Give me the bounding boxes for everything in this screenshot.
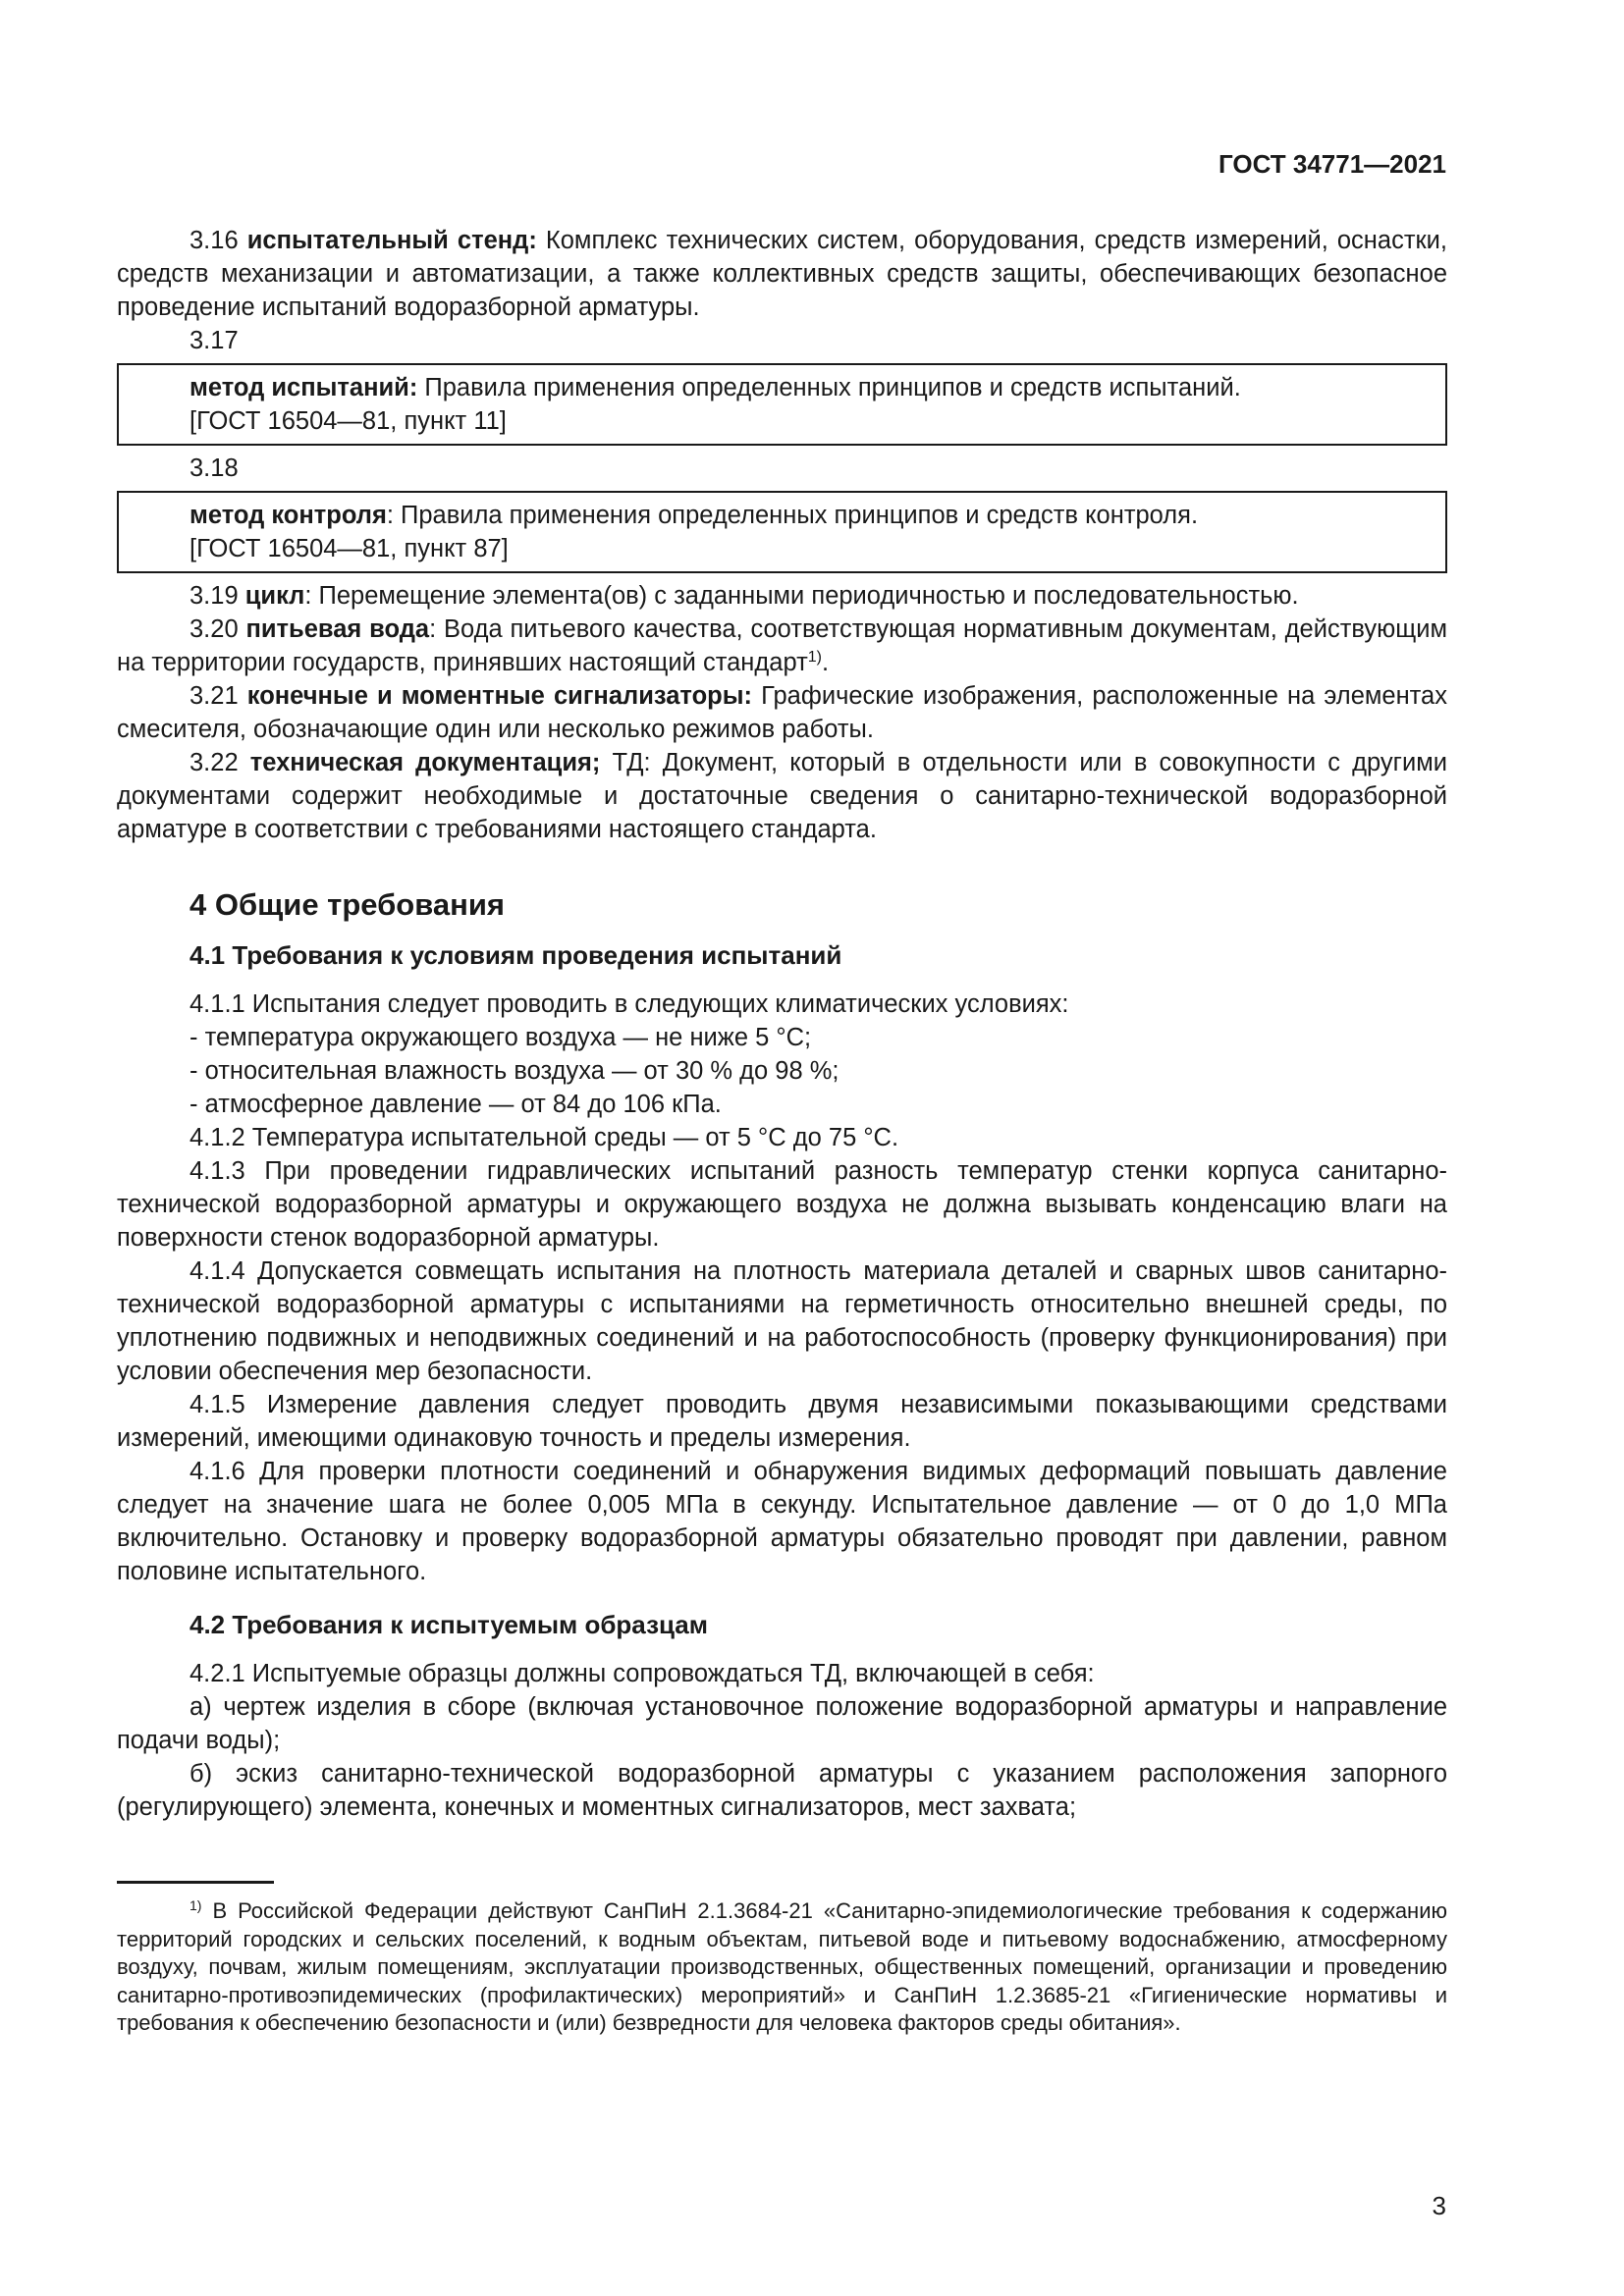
def-term: техническая документация;	[249, 749, 601, 776]
definition-3-18-text	[189, 499, 1428, 532]
definition-3-18-box	[117, 491, 1447, 573]
def-term: цикл	[244, 582, 305, 610]
def-text: Правила применения определенных принципов и средств испытаний.	[417, 374, 1241, 401]
footnote-text: В Российской Федерации действуют СанПиН 2.1.3684-21 «Санитарно-эпидемиологические требования к содержанию территорий городских и сельских поселений, к водным объектам, питьевой воде и питьевому водоснабжению, атмосферному воздуху, почвам, жилым помещениям, эксплуатации производственных, общественных помещений, организации и проведению санитарно-противоэпидемических (профилактических) мероприятий» и СанПиН 1.2.3685-21 «Гигиенические нормативы и требования к обеспечению безопасности и (или) безвредности для человека факторов среды обитания».	[117, 1898, 1447, 2035]
document-code-header: ГОСТ 34771—2021	[1218, 149, 1446, 179]
def-number: 3.19	[189, 582, 239, 610]
definition-3-18-number: 3.18	[189, 454, 239, 482]
def-term: метод контроля	[189, 502, 387, 529]
footnote-mark: 1)	[189, 1897, 202, 1913]
def-number: 3.22	[189, 749, 239, 776]
def-term: метод испытаний:	[189, 374, 418, 401]
list-item: - атмосферное давление — от 84 до 106 кПа.	[189, 1091, 722, 1118]
def-text: Комплекс технических систем, оборудования, средств измерений, оснастки, средств механизации и автоматизации, а также коллективных средств защиты, обеспечивающих безопасное проведение испытаний водоразборной арматуры.	[117, 227, 1447, 321]
def-number: 3.16	[189, 227, 239, 254]
list-item: - относительная влажность воздуха — от 30 % до 98 %;	[189, 1057, 839, 1085]
clause-4-1-6: 4.1.6 Для проверки плотности соединений и обнаружения видимых деформаций повышать давление следует на значение шага не более 0,005 МПа в секунду. Испытательное давление — от 0 до 1,0 МПа включительно. Остановку и проверку водоразборной арматуры обязательно проводят при давлении, равном половине испытательного.	[117, 1458, 1447, 1585]
subsection-4-2-heading: 4.2 Требования к испытуемым образцам	[189, 1610, 708, 1639]
def-text: Графические изображения, расположенные на элементах смесителя, обозначающие один или несколько режимов работы.	[117, 682, 1447, 743]
subsection-4-1-heading: 4.1 Требования к условиям проведения испытаний	[189, 940, 842, 970]
footnote-1	[117, 1897, 1447, 2038]
clause-4-1-1: 4.1.1 Испытания следует проводить в следующих климатических условиях:	[189, 990, 1069, 1018]
clause-4-2-1: 4.2.1 Испытуемые образцы должны сопровождаться ТД, включающей в себя:	[189, 1660, 1095, 1687]
def-term: конечные и моментные сигнализаторы:	[246, 682, 752, 710]
page-content	[117, 224, 1447, 1824]
def-text: ТД: Документ, который в отдельности или в совокупности с другими документами содержит необходимые и достаточные сведения о санитарно-технической водоразборной арматуре в соответствии с требованиями настоящего стандарта.	[117, 749, 1448, 843]
definition-3-17-number: 3.17	[189, 327, 239, 354]
def-number: 3.20	[189, 615, 239, 643]
clause-4-1-3: 4.1.3 При проведении гидравлических испытаний разность температур стенки корпуса санитарно-технической водоразборной арматуры и окружающего воздуха не должна вызывать конденсацию влаги на поверхности стенок водоразборной арматуры.	[117, 1157, 1447, 1252]
definition-3-20	[117, 613, 1447, 679]
section-4-heading: 4 Общие требования	[189, 887, 505, 922]
definition-3-19	[117, 579, 1447, 613]
footnote-separator	[117, 1881, 274, 1884]
definition-3-17-text	[189, 371, 1428, 404]
footnote-reference[interactable]: 1)	[807, 649, 822, 666]
clause-4-1-5: 4.1.5 Измерение давления следует проводить двумя независимыми показывающими средствами измерений, имеющими одинаковую точность и пределы измерения.	[117, 1391, 1447, 1452]
list-item: - температура окружающего воздуха — не ниже 5 °С;	[189, 1024, 812, 1051]
definition-3-22	[117, 746, 1447, 846]
def-text-tail: .	[822, 649, 830, 676]
clause-4-1-2: 4.1.2 Температура испытательной среды — от 5 °С до 75 °С.	[189, 1124, 899, 1151]
definition-3-17-box	[117, 363, 1447, 446]
definition-3-17-reference: [ГОСТ 16504—81, пункт 11]	[189, 407, 507, 435]
def-text: : Вода питьевого качества, соответствующая нормативным документам, действующим на территории государств, принявших настоящий стандарт	[117, 615, 1448, 676]
footnotes	[117, 1881, 1447, 2038]
def-term: питьевая вода	[245, 615, 430, 643]
clause-4-2-1-a: а) чертеж изделия в сборе (включая установочное положение водоразборной арматуры и направление подачи воды);	[117, 1693, 1447, 1754]
def-text: : Правила применения определенных принципов и средств контроля.	[386, 502, 1199, 529]
def-text: : Перемещение элемента(ов) с заданными периодичностью и последовательностью.	[304, 582, 1299, 610]
def-term: испытательный стенд:	[246, 227, 537, 254]
definition-3-16	[117, 224, 1447, 324]
clause-4-1-4: 4.1.4 Допускается совмещать испытания на плотность материала деталей и сварных швов санитарно-технической водоразборной арматуры с испытаниями на герметичность относительно внешней среды, по уплотнению подвижных и неподвижных соединений и на работоспособность (проверку функционирования) при условии обеспечения мер безопасности.	[117, 1257, 1447, 1385]
page-number: 3	[1432, 2191, 1446, 2220]
definition-3-18-reference: [ГОСТ 16504—81, пункт 87]	[189, 535, 509, 562]
definition-3-21	[117, 679, 1447, 746]
def-number: 3.21	[189, 682, 239, 710]
clause-4-2-1-b: б) эскиз санитарно-технической водоразборной арматуры с указанием расположения запорного (регулирующего) элемента, конечных и моментных сигнализаторов, мест захвата;	[117, 1760, 1447, 1821]
